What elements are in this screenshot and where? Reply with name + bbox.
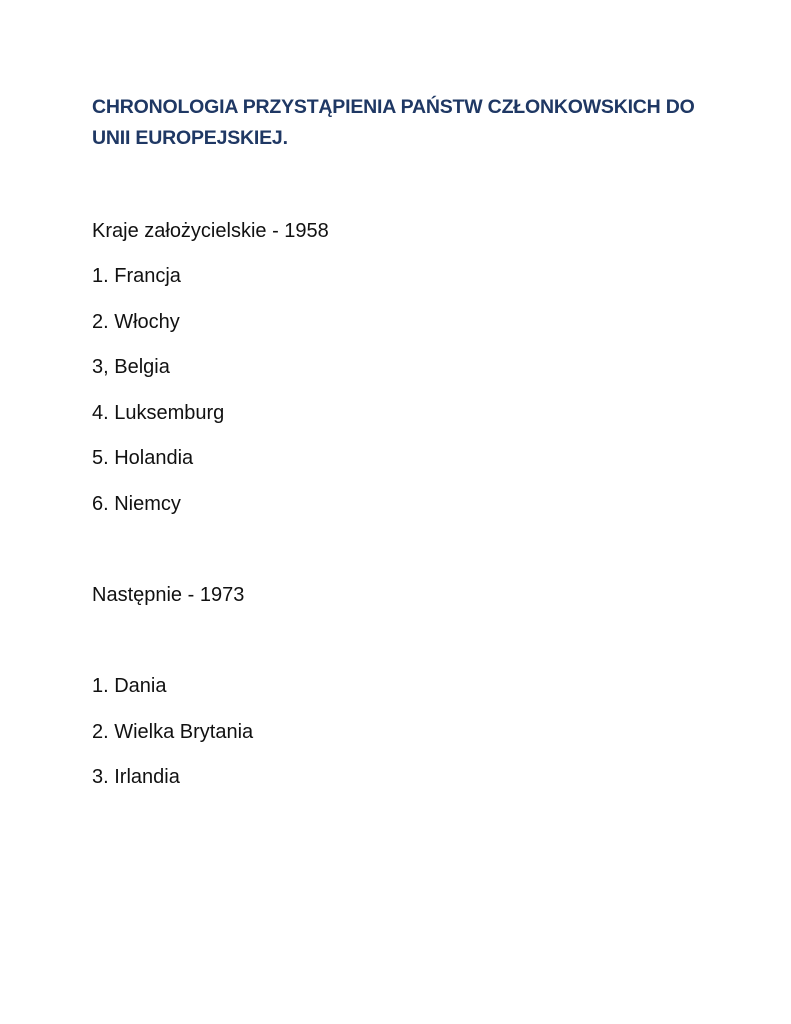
list-item: 5. Holandia (92, 447, 194, 469)
list-item: 2. Wielka Brytania (92, 721, 254, 743)
list-item: 6. Niemcy (92, 493, 181, 515)
section-heading-next: Następnie - 1973 (92, 584, 245, 606)
list-item: 1. Dania (92, 675, 167, 697)
list-item: 2. Włochy (92, 311, 180, 333)
list-item: 3. Irlandia (92, 766, 180, 788)
list-item: 1. Francja (92, 265, 181, 287)
title-line-2: UNII EUROPEJSKIEJ. (92, 127, 288, 149)
document-title (92, 92, 732, 154)
list-item: 3, Belgia (92, 356, 170, 378)
section-heading-founding: Kraje założycielskie - 1958 (92, 220, 329, 242)
list-item: 4. Luksemburg (92, 402, 225, 424)
title-line-1: CHRONOLOGIA PRZYSTĄPIENIA PAŃSTW CZŁONKOWSKICH DO (92, 96, 695, 118)
